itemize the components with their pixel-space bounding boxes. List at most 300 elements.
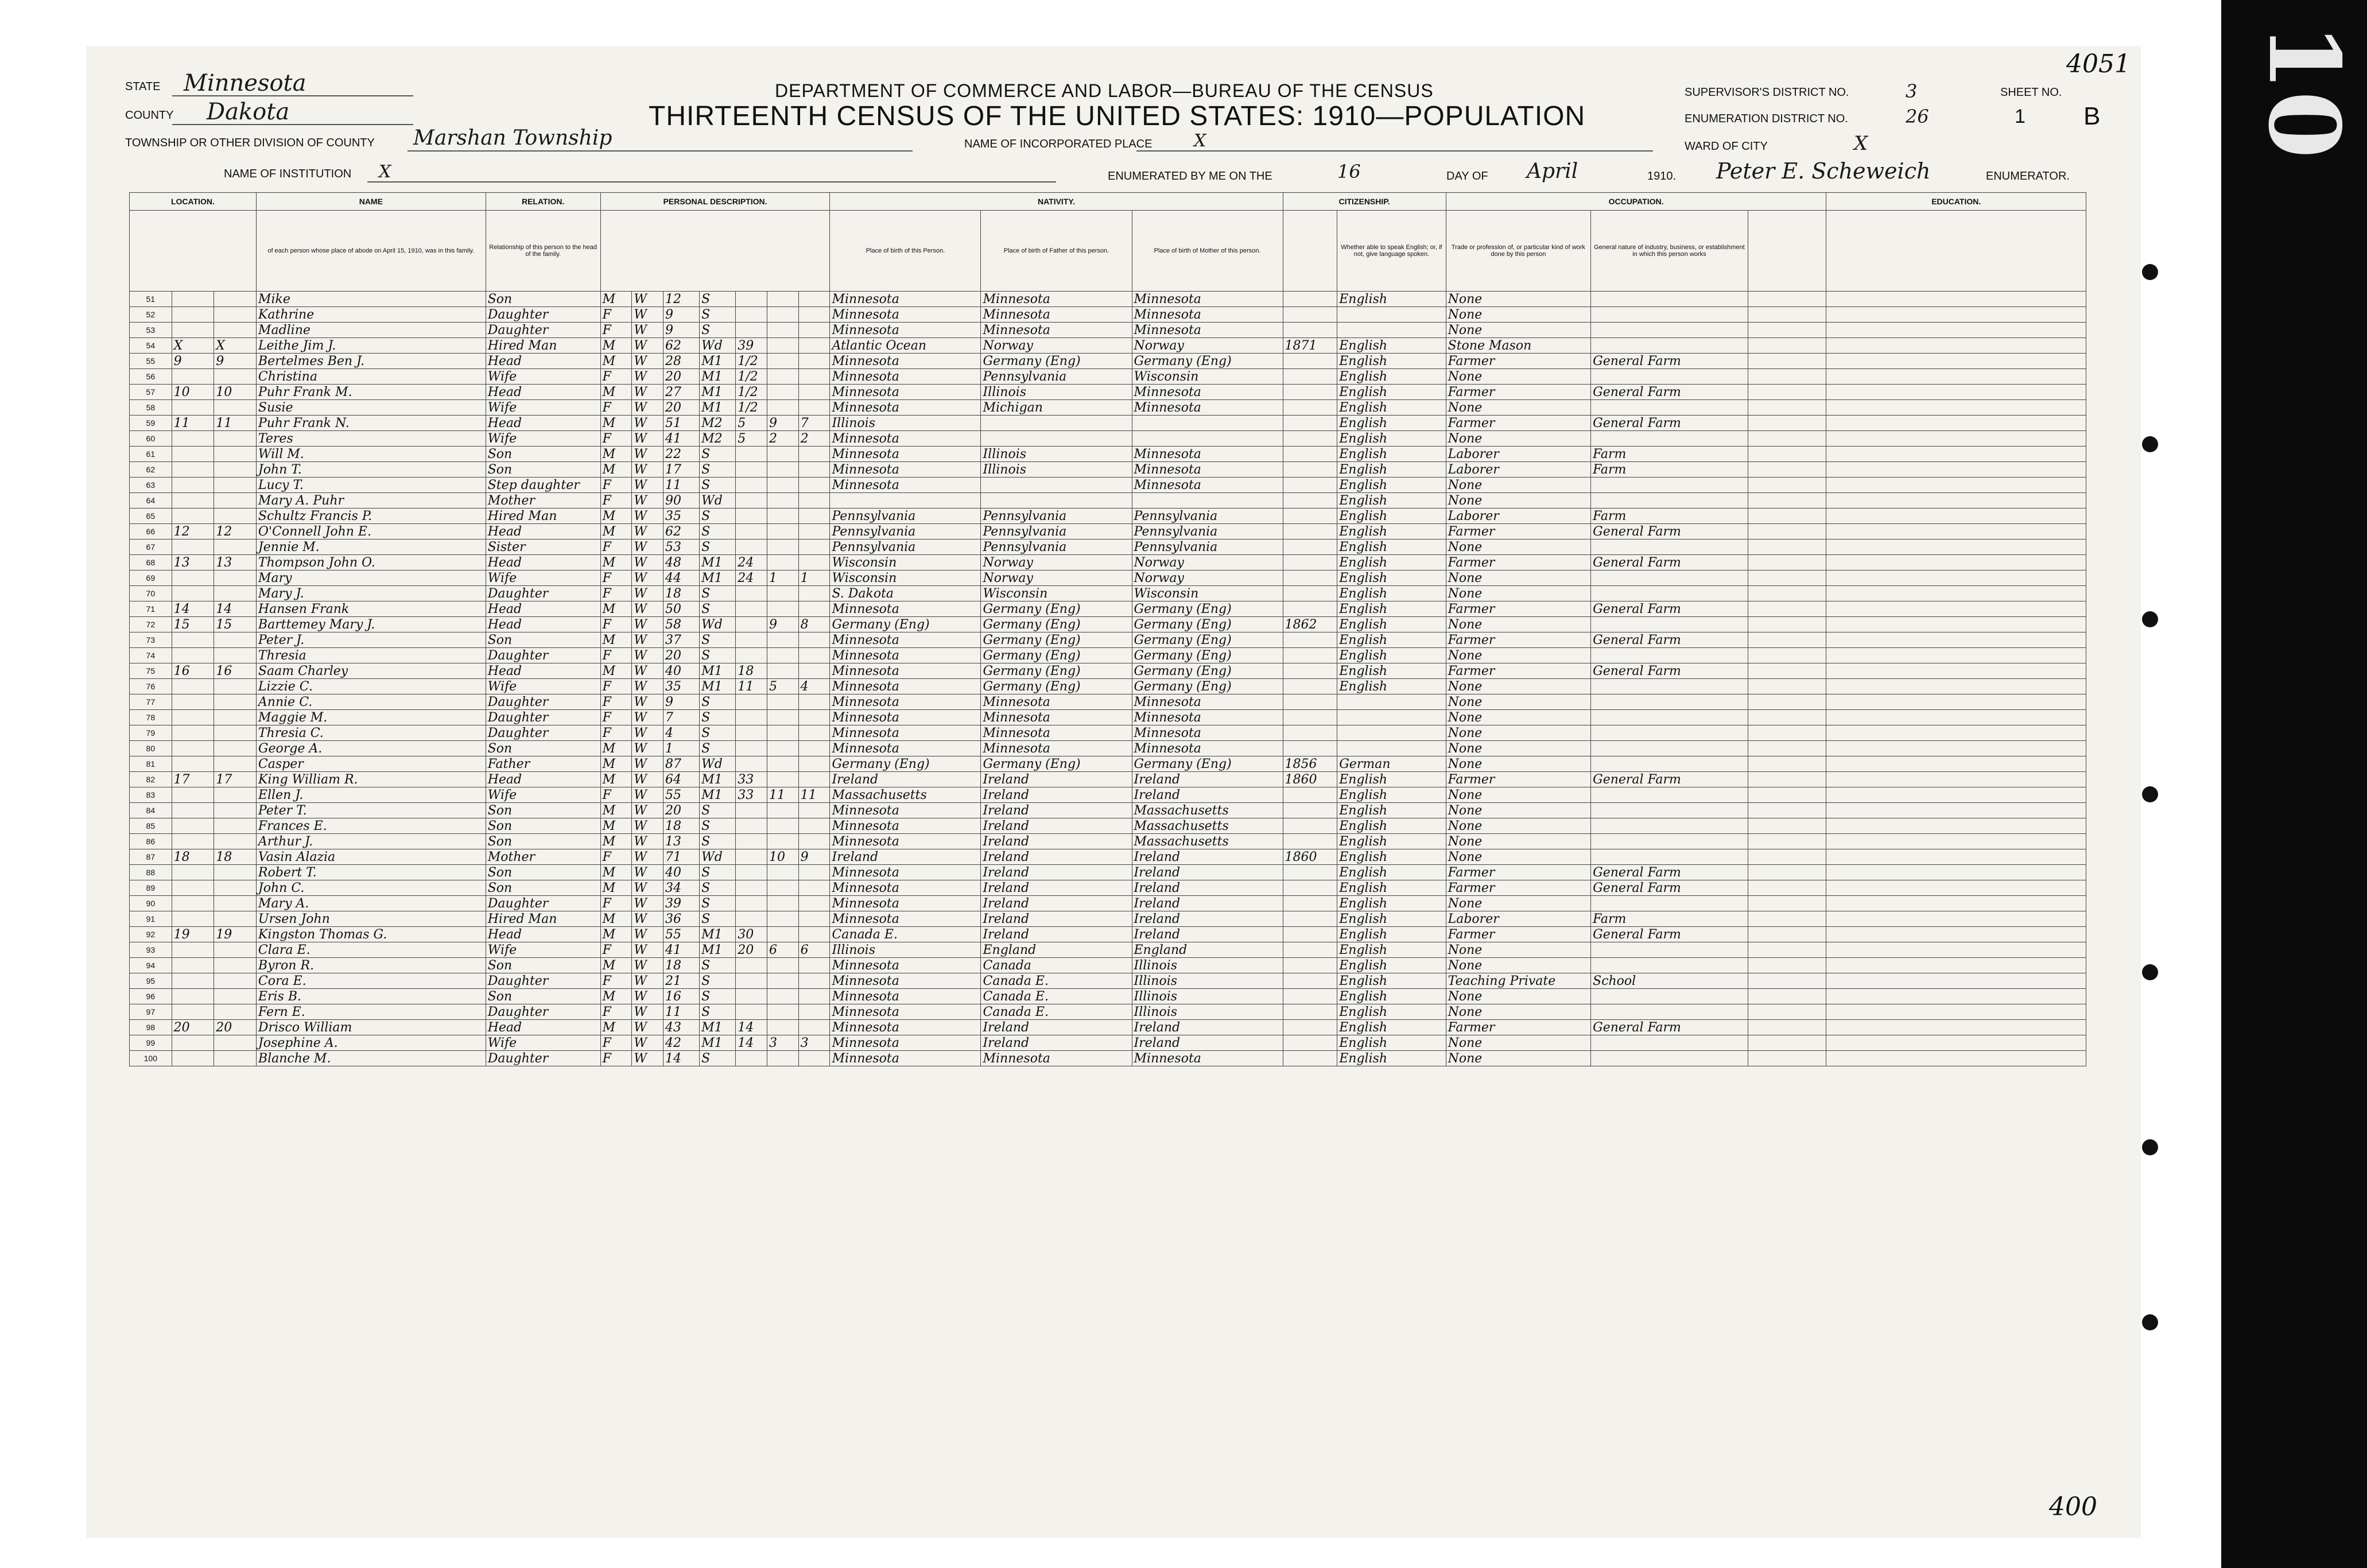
cell-lang: English bbox=[1337, 1020, 1446, 1035]
cell-living bbox=[798, 880, 830, 896]
cell-years bbox=[736, 292, 767, 307]
state-value: Minnesota bbox=[184, 70, 306, 96]
cell-fob bbox=[981, 416, 1132, 431]
cell-pob: S. Dakota bbox=[830, 586, 981, 601]
table-row bbox=[130, 741, 2086, 756]
cell-ind bbox=[1591, 958, 1748, 973]
cell-ms: S bbox=[700, 865, 736, 880]
cell-fam bbox=[214, 323, 257, 338]
supervisor-value: 3 bbox=[1906, 80, 1918, 102]
cell-ind: Farm bbox=[1591, 447, 1748, 462]
cell-race: W bbox=[632, 1020, 663, 1035]
cell-pob: Minnesota bbox=[830, 989, 981, 1004]
cell-sex: F bbox=[600, 849, 632, 865]
township-value: Marshan Township bbox=[413, 126, 612, 150]
cell-rel: Head bbox=[486, 617, 600, 632]
cell-age: 53 bbox=[663, 540, 700, 555]
cell-lang: English bbox=[1337, 942, 1446, 958]
cell-line: 75 bbox=[130, 663, 172, 679]
cell-sex: M bbox=[600, 911, 632, 927]
cell-born: 1 bbox=[767, 570, 798, 586]
cell-sex: F bbox=[600, 323, 632, 338]
cell-imm: 1860 bbox=[1283, 849, 1337, 865]
cell-blank bbox=[1826, 617, 2086, 632]
cell-ms: M1 bbox=[700, 570, 736, 586]
cell-fob: England bbox=[981, 942, 1132, 958]
cell-race: W bbox=[632, 338, 663, 354]
cell-sex: M bbox=[600, 462, 632, 478]
cell-occ: None bbox=[1446, 756, 1591, 772]
cell-line: 86 bbox=[130, 834, 172, 849]
cell-age: 41 bbox=[663, 431, 700, 447]
cell-pob: Minnesota bbox=[830, 632, 981, 648]
cell-born bbox=[767, 927, 798, 942]
cell-occ: None bbox=[1446, 400, 1591, 416]
cell-living: 9 bbox=[798, 849, 830, 865]
cell-living: 2 bbox=[798, 431, 830, 447]
relation-desc: Relationship of this person to the head of the family. bbox=[486, 211, 600, 292]
cell-ms: M1 bbox=[700, 787, 736, 803]
cell-pob: Minnesota bbox=[830, 1004, 981, 1020]
cell-ind: General Farm bbox=[1591, 865, 1748, 880]
cell-living bbox=[798, 447, 830, 462]
cell-rel: Daughter bbox=[486, 323, 600, 338]
cell-fob: Canada bbox=[981, 958, 1132, 973]
language-desc: Whether able to speak English; or, if not, give language spoken. bbox=[1337, 211, 1446, 292]
cell-rel: Wife bbox=[486, 942, 600, 958]
cell-blank bbox=[1748, 447, 1826, 462]
cell-ind bbox=[1591, 369, 1748, 385]
cell-occ: None bbox=[1446, 679, 1591, 694]
cell-age: 14 bbox=[663, 1051, 700, 1066]
cell-ind bbox=[1591, 1035, 1748, 1051]
cell-years bbox=[736, 509, 767, 524]
cell-rel: Daughter bbox=[486, 973, 600, 989]
cell-name: Puhr Frank N. bbox=[256, 416, 486, 431]
cell-born: 3 bbox=[767, 1035, 798, 1051]
cell-line: 84 bbox=[130, 803, 172, 818]
cell-blank bbox=[1826, 323, 2086, 338]
cell-blank bbox=[1748, 772, 1826, 787]
cell-race: W bbox=[632, 756, 663, 772]
cell-sex: F bbox=[600, 307, 632, 323]
nativity-header: NATIVITY. bbox=[830, 193, 1283, 211]
cell-ind: General Farm bbox=[1591, 524, 1748, 540]
cell-occ: None bbox=[1446, 849, 1591, 865]
cell-ind bbox=[1591, 787, 1748, 803]
cell-sex: M bbox=[600, 555, 632, 570]
cell-imm bbox=[1283, 663, 1337, 679]
cell-fob: Germany (Eng) bbox=[981, 632, 1132, 648]
cell-pob: Minnesota bbox=[830, 880, 981, 896]
cell-born bbox=[767, 880, 798, 896]
cell-ind bbox=[1591, 586, 1748, 601]
cell-fam bbox=[214, 431, 257, 447]
cell-sex: M bbox=[600, 447, 632, 462]
cell-fam bbox=[214, 632, 257, 648]
cell-imm bbox=[1283, 1051, 1337, 1066]
cell-rel: Sister bbox=[486, 540, 600, 555]
cell-blank bbox=[1748, 865, 1826, 880]
cell-name: Leithe Jim J. bbox=[256, 338, 486, 354]
cell-fob: Ireland bbox=[981, 834, 1132, 849]
cell-ind: School bbox=[1591, 973, 1748, 989]
cell-born bbox=[767, 834, 798, 849]
cell-rel: Son bbox=[486, 632, 600, 648]
cell-ind bbox=[1591, 292, 1748, 307]
cell-imm bbox=[1283, 524, 1337, 540]
cell-blank bbox=[1748, 849, 1826, 865]
cell-lang: English bbox=[1337, 447, 1446, 462]
cell-fob: Minnesota bbox=[981, 307, 1132, 323]
cell-blank bbox=[1748, 292, 1826, 307]
cell-fob: Canada E. bbox=[981, 1004, 1132, 1020]
cell-rel: Head bbox=[486, 1020, 600, 1035]
cell-rel: Son bbox=[486, 989, 600, 1004]
cell-imm bbox=[1283, 478, 1337, 493]
cell-fam bbox=[214, 710, 257, 725]
cell-ind: Farm bbox=[1591, 509, 1748, 524]
ward-label: WARD OF CITY bbox=[1685, 140, 1768, 153]
cell-blank bbox=[1748, 803, 1826, 818]
cell-name: Fern E. bbox=[256, 1004, 486, 1020]
cell-ind bbox=[1591, 803, 1748, 818]
cell-mob: Minnesota bbox=[1132, 307, 1283, 323]
cell-race: W bbox=[632, 818, 663, 834]
cell-imm bbox=[1283, 818, 1337, 834]
table-row bbox=[130, 369, 2086, 385]
cell-ms: M1 bbox=[700, 369, 736, 385]
cell-years bbox=[736, 973, 767, 989]
cell-sex: M bbox=[600, 927, 632, 942]
cell-race: W bbox=[632, 741, 663, 756]
cell-fob bbox=[981, 431, 1132, 447]
cell-blank bbox=[1826, 1004, 2086, 1020]
table-row bbox=[130, 617, 2086, 632]
cell-fam bbox=[214, 462, 257, 478]
cell-occ: None bbox=[1446, 586, 1591, 601]
cell-fob bbox=[981, 478, 1132, 493]
county-value: Dakota bbox=[207, 99, 290, 125]
cell-years bbox=[736, 307, 767, 323]
cell-occ: Farmer bbox=[1446, 880, 1591, 896]
cell-fam: 18 bbox=[214, 849, 257, 865]
table-row bbox=[130, 385, 2086, 400]
cell-years bbox=[736, 601, 767, 617]
cell-lang bbox=[1337, 323, 1446, 338]
cell-dw: 12 bbox=[172, 524, 214, 540]
cell-age: 4 bbox=[663, 725, 700, 741]
cell-dw bbox=[172, 509, 214, 524]
cell-blank bbox=[1826, 880, 2086, 896]
cell-blank bbox=[1826, 540, 2086, 555]
table-row bbox=[130, 524, 2086, 540]
cell-rel: Daughter bbox=[486, 694, 600, 710]
cell-age: 71 bbox=[663, 849, 700, 865]
cell-mob: Germany (Eng) bbox=[1132, 648, 1283, 663]
cell-blank bbox=[1826, 400, 2086, 416]
cell-age: 18 bbox=[663, 586, 700, 601]
cell-race: W bbox=[632, 679, 663, 694]
cell-name: Mary bbox=[256, 570, 486, 586]
cell-mob: Norway bbox=[1132, 570, 1283, 586]
cell-fam: 11 bbox=[214, 416, 257, 431]
cell-fob: Germany (Eng) bbox=[981, 601, 1132, 617]
cell-blank bbox=[1748, 462, 1826, 478]
cell-line: 89 bbox=[130, 880, 172, 896]
cell-fob: Minnesota bbox=[981, 1051, 1132, 1066]
cell-age: 13 bbox=[663, 834, 700, 849]
cell-pob: Minnesota bbox=[830, 725, 981, 741]
cell-ind bbox=[1591, 710, 1748, 725]
cell-fob: Ireland bbox=[981, 911, 1132, 927]
cell-born bbox=[767, 958, 798, 973]
cell-occ: Laborer bbox=[1446, 447, 1591, 462]
cell-race: W bbox=[632, 725, 663, 741]
cell-living: 11 bbox=[798, 787, 830, 803]
cell-fam bbox=[214, 818, 257, 834]
cell-ind bbox=[1591, 834, 1748, 849]
cell-ms: S bbox=[700, 323, 736, 338]
cell-occ: None bbox=[1446, 478, 1591, 493]
cell-lang bbox=[1337, 741, 1446, 756]
cell-imm bbox=[1283, 1035, 1337, 1051]
cell-name: Peter J. bbox=[256, 632, 486, 648]
cell-blank bbox=[1748, 989, 1826, 1004]
table-row bbox=[130, 493, 2086, 509]
cell-sex: M bbox=[600, 880, 632, 896]
cell-rel: Hired Man bbox=[486, 911, 600, 927]
cell-dw bbox=[172, 431, 214, 447]
cell-line: 96 bbox=[130, 989, 172, 1004]
cell-dw bbox=[172, 323, 214, 338]
cell-mob: Ireland bbox=[1132, 1035, 1283, 1051]
cell-sex: F bbox=[600, 1051, 632, 1066]
sheet-number: 1 bbox=[2015, 106, 2025, 127]
cell-years: 18 bbox=[736, 663, 767, 679]
cell-name: Saam Charley bbox=[256, 663, 486, 679]
cell-line: 93 bbox=[130, 942, 172, 958]
cell-rel: Hired Man bbox=[486, 338, 600, 354]
cell-rel: Son bbox=[486, 958, 600, 973]
cell-age: 16 bbox=[663, 989, 700, 1004]
cell-imm bbox=[1283, 540, 1337, 555]
cell-pob: Canada E. bbox=[830, 927, 981, 942]
cell-age: 9 bbox=[663, 323, 700, 338]
cell-rel: Daughter bbox=[486, 1051, 600, 1066]
cell-living bbox=[798, 989, 830, 1004]
table-row bbox=[130, 509, 2086, 524]
cell-imm bbox=[1283, 323, 1337, 338]
cell-name: Kathrine bbox=[256, 307, 486, 323]
cell-mob: Pennsylvania bbox=[1132, 540, 1283, 555]
cell-occ: None bbox=[1446, 741, 1591, 756]
cell-mob: Ireland bbox=[1132, 880, 1283, 896]
cell-pob: Ireland bbox=[830, 772, 981, 787]
county-label: COUNTY bbox=[125, 109, 174, 122]
cell-lang: English bbox=[1337, 400, 1446, 416]
cell-rel: Head bbox=[486, 416, 600, 431]
cell-living bbox=[798, 772, 830, 787]
cell-imm bbox=[1283, 369, 1337, 385]
cell-dw bbox=[172, 648, 214, 663]
cell-ms: S bbox=[700, 741, 736, 756]
cell-occ: Laborer bbox=[1446, 911, 1591, 927]
cell-line: 62 bbox=[130, 462, 172, 478]
cell-rel: Daughter bbox=[486, 648, 600, 663]
cell-occ: None bbox=[1446, 570, 1591, 586]
cell-pob: Minnesota bbox=[830, 694, 981, 710]
cell-blank bbox=[1826, 648, 2086, 663]
cell-mob: Germany (Eng) bbox=[1132, 679, 1283, 694]
cell-mob: Norway bbox=[1132, 338, 1283, 354]
cell-ind: General Farm bbox=[1591, 927, 1748, 942]
cell-race: W bbox=[632, 307, 663, 323]
cell-blank bbox=[1748, 663, 1826, 679]
cell-blank bbox=[1826, 1051, 2086, 1066]
cell-blank bbox=[1826, 354, 2086, 369]
cell-age: 41 bbox=[663, 942, 700, 958]
cell-blank bbox=[1748, 493, 1826, 509]
cell-fob: Pennsylvania bbox=[981, 540, 1132, 555]
cell-mob: Germany (Eng) bbox=[1132, 756, 1283, 772]
cell-dw: 13 bbox=[172, 555, 214, 570]
cell-rel: Wife bbox=[486, 570, 600, 586]
cell-line: 95 bbox=[130, 973, 172, 989]
cell-born bbox=[767, 663, 798, 679]
cell-sex: M bbox=[600, 663, 632, 679]
cell-dw: 18 bbox=[172, 849, 214, 865]
cell-lang: English bbox=[1337, 896, 1446, 911]
cell-pob: Minnesota bbox=[830, 601, 981, 617]
cell-age: 21 bbox=[663, 973, 700, 989]
cell-age: 20 bbox=[663, 369, 700, 385]
cell-years bbox=[736, 632, 767, 648]
cell-sex: M bbox=[600, 756, 632, 772]
cell-line: 90 bbox=[130, 896, 172, 911]
sheet-label: SHEET NO. bbox=[2000, 86, 2062, 99]
cell-occ: Farmer bbox=[1446, 632, 1591, 648]
cell-born bbox=[767, 1004, 798, 1020]
cell-fob: Minnesota bbox=[981, 741, 1132, 756]
cell-living bbox=[798, 756, 830, 772]
cell-living bbox=[798, 385, 830, 400]
cell-blank bbox=[1748, 338, 1826, 354]
cell-ms: M1 bbox=[700, 679, 736, 694]
cell-living: 7 bbox=[798, 416, 830, 431]
cell-race: W bbox=[632, 803, 663, 818]
cell-race: W bbox=[632, 787, 663, 803]
cell-ind: General Farm bbox=[1591, 416, 1748, 431]
cell-years bbox=[736, 462, 767, 478]
cell-occ: None bbox=[1446, 1051, 1591, 1066]
cell-dw bbox=[172, 818, 214, 834]
cell-ind bbox=[1591, 617, 1748, 632]
cell-mob: Ireland bbox=[1132, 772, 1283, 787]
cell-ms: Wd bbox=[700, 617, 736, 632]
cell-name: King William R. bbox=[256, 772, 486, 787]
cell-name: Barttemey Mary J. bbox=[256, 617, 486, 632]
cell-sex: F bbox=[600, 710, 632, 725]
cell-fam bbox=[214, 400, 257, 416]
cell-age: 58 bbox=[663, 617, 700, 632]
cell-blank bbox=[1826, 710, 2086, 725]
cell-ind: General Farm bbox=[1591, 663, 1748, 679]
cell-lang: English bbox=[1337, 911, 1446, 927]
table-row bbox=[130, 803, 2086, 818]
cell-fam bbox=[214, 834, 257, 849]
cell-sex: F bbox=[600, 540, 632, 555]
cell-fam bbox=[214, 493, 257, 509]
cell-sex: F bbox=[600, 369, 632, 385]
cell-line: 54 bbox=[130, 338, 172, 354]
cell-fob: Pennsylvania bbox=[981, 524, 1132, 540]
cell-pob: Minnesota bbox=[830, 973, 981, 989]
cell-rel: Son bbox=[486, 834, 600, 849]
table-row bbox=[130, 478, 2086, 493]
cell-blank bbox=[1748, 741, 1826, 756]
cell-imm bbox=[1283, 927, 1337, 942]
cell-blank bbox=[1748, 973, 1826, 989]
cell-fam: 10 bbox=[214, 385, 257, 400]
cell-pob: Pennsylvania bbox=[830, 524, 981, 540]
cell-imm bbox=[1283, 570, 1337, 586]
cell-years bbox=[736, 818, 767, 834]
cell-living bbox=[798, 307, 830, 323]
cell-fob: Wisconsin bbox=[981, 586, 1132, 601]
cell-sex: M bbox=[600, 338, 632, 354]
cell-sex: M bbox=[600, 416, 632, 431]
cell-ind bbox=[1591, 741, 1748, 756]
cell-pob: Minnesota bbox=[830, 865, 981, 880]
enumeration-year: 1910. bbox=[1647, 170, 1677, 183]
cell-ms: M1 bbox=[700, 1020, 736, 1035]
cell-blank bbox=[1826, 725, 2086, 741]
location-header: LOCATION. bbox=[130, 193, 257, 211]
cell-mob: Minnesota bbox=[1132, 741, 1283, 756]
cell-years bbox=[736, 540, 767, 555]
cell-ind bbox=[1591, 400, 1748, 416]
cell-blank bbox=[1748, 431, 1826, 447]
cell-mob: Ireland bbox=[1132, 865, 1283, 880]
citizenship-header: CITIZENSHIP. bbox=[1283, 193, 1446, 211]
cell-occ: None bbox=[1446, 787, 1591, 803]
cell-living bbox=[798, 478, 830, 493]
cell-years bbox=[736, 880, 767, 896]
cell-line: 79 bbox=[130, 725, 172, 741]
supervisor-label: SUPERVISOR'S DISTRICT NO. bbox=[1685, 86, 1849, 99]
cell-sex: M bbox=[600, 818, 632, 834]
cell-occ: Teaching Private bbox=[1446, 973, 1591, 989]
cell-fob: Illinois bbox=[981, 447, 1132, 462]
cell-ms: S bbox=[700, 896, 736, 911]
cell-lang: English bbox=[1337, 385, 1446, 400]
cell-rel: Wife bbox=[486, 431, 600, 447]
cell-fam: X bbox=[214, 338, 257, 354]
cell-ind: General Farm bbox=[1591, 555, 1748, 570]
cell-lang: English bbox=[1337, 617, 1446, 632]
cell-line: 51 bbox=[130, 292, 172, 307]
cell-line: 83 bbox=[130, 787, 172, 803]
cell-rel: Head bbox=[486, 555, 600, 570]
cell-living bbox=[798, 958, 830, 973]
cell-mob: Massachusetts bbox=[1132, 834, 1283, 849]
cell-line: 100 bbox=[130, 1051, 172, 1066]
cell-line: 98 bbox=[130, 1020, 172, 1035]
cell-line: 67 bbox=[130, 540, 172, 555]
cell-ind bbox=[1591, 818, 1748, 834]
cell-line: 91 bbox=[130, 911, 172, 927]
